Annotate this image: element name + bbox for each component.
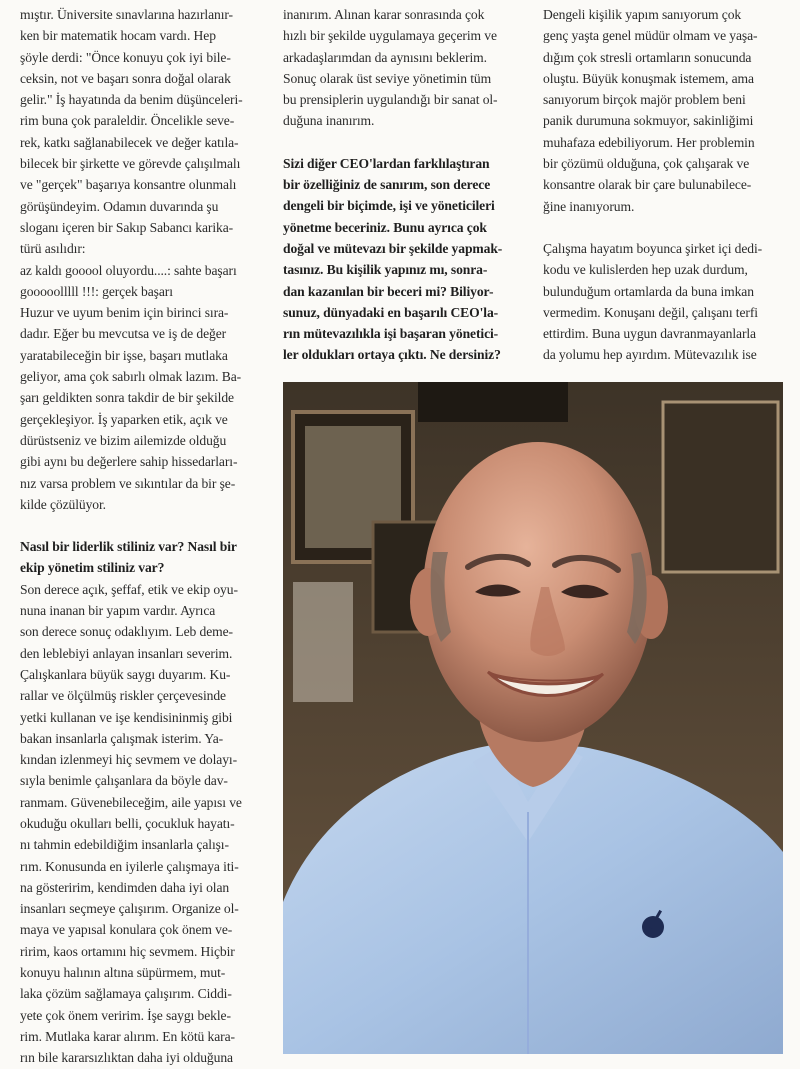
window-light [293, 582, 353, 702]
text-line: oluştu. Büyük konuşmak istemem, ama [543, 70, 754, 86]
text-line: arkadaşlarımdan da aynısını beklerim. [283, 49, 487, 65]
question-line: rın mütevazılıkla işi başaran yönetici- [283, 326, 499, 342]
text-line: nız varsa problem ve sıkıntılar da bir şe- [20, 475, 236, 491]
text-line: duğuna inanırım. [283, 113, 375, 129]
question-line: ekip yönetim stiliniz var? [20, 560, 165, 576]
text-line: gibi aynı bu değerlere sahip hissedarları- [20, 454, 238, 470]
text-line: kodu ve kulislerden hep uzak durdum, [543, 262, 748, 278]
text-line: Çalışkanlara büyük saygı duyarım. Ku- [20, 666, 231, 682]
text-line: kilde çözülüyor. [20, 496, 106, 512]
text-line: konsantre olarak bir çare bulunabilece- [543, 177, 752, 193]
text-line: yetki kullanan ve işe kendisininmiş gibi [20, 709, 233, 725]
text-line: nı tahmin edebildiğim insanlarla çalışı- [20, 837, 229, 853]
text-line: Sonuç olarak üst seviye yönetimin tüm [283, 70, 492, 86]
text-line: kından izlenmeyi hiç sevmem ve dolayı- [20, 752, 238, 768]
wall-frame-top [418, 382, 568, 422]
text-line: da yolumu hep ayırdım. Mütevazılık ise [543, 347, 757, 363]
question-line: Sizi diğer CEO'lardan farklılaştıran [283, 155, 490, 171]
question-line: Nasıl bir liderlik stiliniz var? Nasıl bir [20, 539, 237, 555]
text-line: az kaldı gooool oluyordu....: sahte başarı [20, 262, 237, 278]
text-line: şöyle derdi: "Önce konuyu çok iyi bile- [20, 49, 231, 65]
text-line: son derece sonuç odaklıyım. Leb deme- [20, 624, 233, 640]
text-line: insanları seçmeye çalışırım. Organize ol- [20, 901, 239, 917]
text-line: görüşündeyim. Odamın duvarında şu [20, 198, 219, 214]
text-line: gerçekleşiyor. İş yaparken etik, açık ve [20, 411, 228, 427]
question-line: doğal ve mütevazı bir şekilde yapmak- [283, 240, 503, 256]
text-line: ğine inanıyorum. [543, 198, 635, 214]
text-line: bir çözümü olduğuna, çok çalışarak ve [543, 156, 750, 172]
text-line: maya ve yapısal konulara çok önem ve- [20, 922, 233, 938]
text-line: ve "gerçek" başarıya konsantre olunmalı [20, 177, 237, 193]
text-line: bakan insanlarla çalışmak isterim. Ya- [20, 730, 224, 746]
paragraph-gap [543, 217, 783, 238]
question-line: ler oldukları ortaya çıktı. Ne dersiniz? [283, 347, 501, 363]
column-3 [543, 4, 783, 366]
paragraph-gap [20, 515, 268, 536]
text-line: inanırım. Alınan karar sonrasında çok [283, 7, 485, 22]
text-line: vermedim. Konuşanı değil, çalışanı terfi [543, 304, 758, 320]
text-line: genç yaşta genel müdür olmam ve yaşa- [543, 28, 758, 44]
text-line: panik durumuna sokmuyor, sakinliğimi [543, 113, 754, 129]
text-line: ceksin, not ve başarı sonra doğal olarak [20, 70, 231, 86]
column-2 [283, 4, 527, 366]
question-line: tasınız. Bu kişilik yapınız mı, sonra- [283, 262, 488, 278]
text-line: dığım çok stresli ortamların sonucunda [543, 49, 752, 65]
column-1 [20, 4, 268, 1069]
wall-frame-right [663, 402, 778, 572]
text-line: türü asılıdır: [20, 241, 86, 257]
text-line: rek, katkı sağlanabilecek ve değer katıla- [20, 134, 239, 150]
text-line: konuyu halının altına süpürmem, mut- [20, 965, 226, 981]
portrait-illustration [283, 382, 783, 1054]
text-line: dürüstseniz ve bizim ailemizde olduğu [20, 432, 227, 448]
question-line: dengeli bir biçimde, işi ve yöneticileri [283, 198, 495, 214]
question-line: bir özelliğiniz de sanırım, son derece [283, 177, 491, 193]
text-line: bu prensiplerin uygulandığı bir sanat ol- [283, 92, 498, 108]
text-line: yaratabileceğin bir işse, başarı mutlaka [20, 347, 228, 363]
text-line: rim. Mutlaka karar alırım. En kötü kara- [20, 1028, 235, 1044]
text-line: ranmam. Güvenebileceğim, aile yapısı ve [20, 794, 242, 810]
text-line: bilecek bir şirkette ve görevde çalışılmalı [20, 156, 241, 172]
paragraph-continuation [283, 4, 527, 132]
text-line: sanıyorum birçok majör problem beni [543, 92, 746, 108]
text-line: muhafaza edebiliyorum. Her problemin [543, 134, 755, 150]
paragraph-2 [543, 238, 783, 366]
text-line: ettirdim. Buna uygun davranmayanlarla [543, 326, 756, 342]
head [423, 442, 653, 742]
text-line: Son derece açık, şeffaf, etik ve ekip oyu- [20, 581, 238, 597]
paragraph-1 [543, 4, 783, 217]
answer-paragraph [20, 579, 268, 1069]
text-line: ririm, kaos ortamını hiç sevmem. Hiçbir [20, 943, 235, 959]
text-line: yete çok önem veririm. İşe saygı bekle- [20, 1007, 231, 1023]
text-line: gooooolllll !!!: gerçek başarı [20, 283, 173, 299]
text-line: rallar ve ölçülmüş riskler çerçevesinde [20, 688, 226, 704]
paragraph-gap [283, 132, 527, 153]
text-line: bulunduğum ortamlarda da buna imkan [543, 283, 754, 299]
question-line: dan kazanılan bir beceri mi? Biliyor- [283, 283, 494, 299]
text-line: ken bir matematik hocam vardı. Hep [20, 28, 216, 44]
text-line: sıyla benimle çalışanlara da böyle dav- [20, 773, 228, 789]
text-line: Dengeli kişilik yapım sanıyorum çok [543, 7, 742, 22]
question-line: yönetme beceriniz. Bunu ayrıca çok [283, 219, 487, 235]
text-line: okuduğu okulları belli, çocukluk hayatı- [20, 815, 235, 831]
text-line: gelir." İş hayatında da benim düşünceleri- [20, 92, 243, 108]
text-line: Çalışma hayatım boyunca şirket içi dedi- [543, 240, 763, 256]
question-line: sunuz, dünyadaki en başarılı CEO'la- [283, 304, 499, 320]
text-line: nuna inanan bir yapım vardır. Ayrıca [20, 603, 216, 619]
text-line: rim buna çok paraleldir. Öncelikle seve- [20, 113, 235, 129]
paragraph-1 [20, 4, 268, 515]
text-line: dadır. Eğer bu mevcutsa ve iş de değer [20, 326, 227, 342]
text-line: şarı geldikten sonra takdir de bir şekilde [20, 390, 234, 406]
text-line: rın bile kararsızlıktan daha iyi olduğuna [20, 1050, 233, 1066]
question-heading [283, 153, 527, 366]
text-line: na gösteririm, kendimden daha iyi olan [20, 879, 230, 895]
text-line: sloganı içeren bir Sakıp Sabancı karika- [20, 219, 234, 235]
text-line: hızlı bir şekilde uygulamaya geçerim ve [283, 28, 497, 44]
text-line: geliyor, ama çok sabırlı olmak lazım. Ba- [20, 369, 242, 385]
text-line: rım. Konusunda en iyilerle çalışmaya iti- [20, 858, 239, 874]
text-line: den leblebiyi anlayan insanları severim. [20, 645, 233, 661]
text-line: Huzur ve uyum benim için birinci sıra- [20, 305, 229, 321]
text-line: laka çözüm sağlamaya çalışırım. Ciddi- [20, 986, 232, 1002]
question-heading [20, 536, 268, 579]
text-line: mıştır. Üniversite sınavlarına hazırlanır- [20, 7, 233, 22]
portrait-photo [283, 382, 783, 1054]
